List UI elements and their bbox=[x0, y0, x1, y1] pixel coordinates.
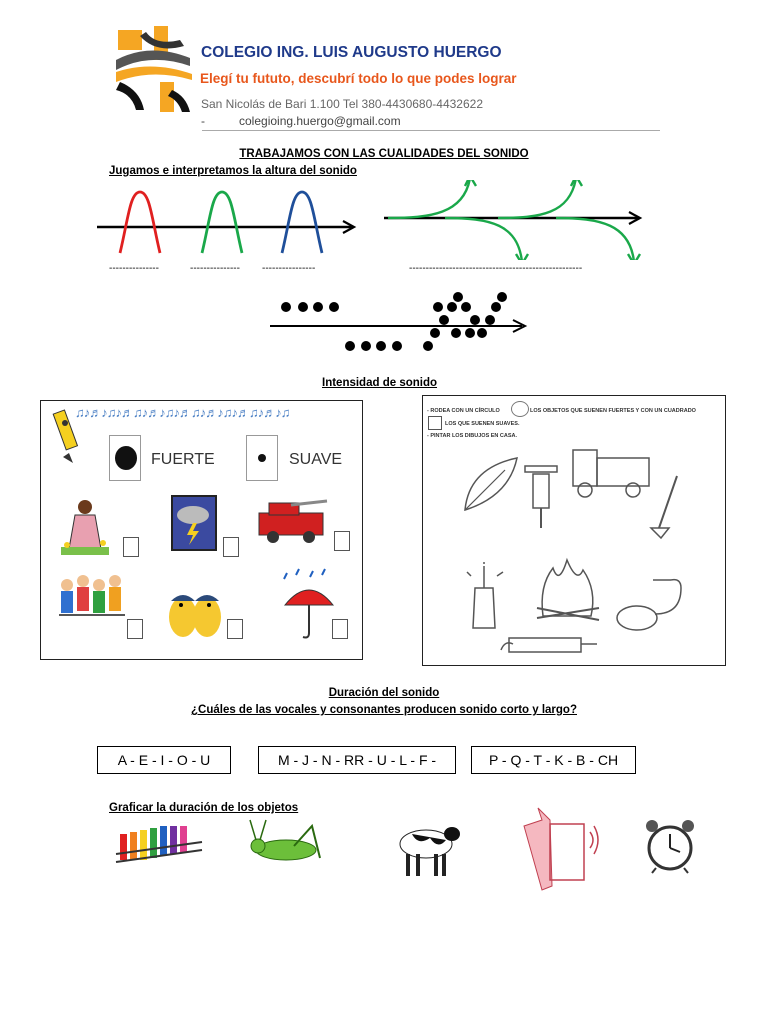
intensity-card-right bbox=[422, 395, 726, 666]
cow-icon bbox=[386, 820, 462, 880]
duration-heading: Duración del sonido bbox=[328, 687, 440, 699]
checkbox-gardening[interactable] bbox=[123, 537, 139, 557]
circle-symbol-icon bbox=[511, 401, 529, 417]
soft-dot-box bbox=[246, 435, 278, 481]
page-title: TRABAJAMOS CON LAS CUALIDADES DEL SONIDO bbox=[239, 148, 529, 160]
music-notes-border: ♫♪♬♪♫♪♬♫♪♬♪♫♪♬♫♪♬♪♫♪♬♫♪♬♪♫ bbox=[75, 405, 290, 420]
school-address: San Nicolás de Bari 1.100 Tel 380-4430680-4432622 bbox=[201, 97, 483, 111]
intensity-heading: Intensidad de sonido bbox=[322, 377, 438, 389]
instruction-line-1a: - RODEA CON UN CÍRCULO bbox=[427, 408, 500, 414]
fire-truck-icon bbox=[255, 497, 331, 547]
consonants-short-box: P - Q - T - K - B - CH bbox=[471, 746, 636, 774]
crowd-party-icon bbox=[55, 571, 133, 631]
umbrella-rain-icon bbox=[279, 565, 337, 645]
xylophone-icon bbox=[112, 820, 206, 866]
instruction-line-1b: LOS OBJETOS QUE SUENEN FUERTES Y CON UN CUADRADO bbox=[530, 408, 696, 414]
checkbox-storm[interactable] bbox=[223, 537, 239, 557]
sparkler-bottle-icon bbox=[463, 562, 507, 632]
consonants-long-box: M - J - N - RR - U - L - F - bbox=[258, 746, 456, 774]
school-name: COLEGIO ING. LUIS AUGUSTO HUERGO bbox=[201, 44, 502, 61]
school-slogan: Elegí tu fututo, descubrí todo lo que podes lograr bbox=[200, 71, 517, 86]
duration-question: ¿Cuáles de las vocales y consonantes producen sonido corto y largo? bbox=[191, 704, 577, 716]
intensity-card-left bbox=[40, 400, 363, 660]
pitch-dots-diagram bbox=[260, 285, 540, 360]
instruction-line-2: LOS QUE SUENEN SUAVES. bbox=[445, 421, 520, 427]
school-logo bbox=[110, 20, 196, 115]
email-text: colegioing.huergo@gmail.com bbox=[239, 114, 401, 128]
checkbox-crowd[interactable] bbox=[127, 619, 143, 639]
pitch-wave-diagram bbox=[90, 180, 650, 260]
birds-icon bbox=[167, 579, 225, 641]
pitch-heading: Jugamos e interpretamos la altura del sonido bbox=[109, 165, 357, 177]
soft-label: SUAVE bbox=[289, 451, 343, 468]
email-dash: - bbox=[201, 114, 205, 128]
leaf-icon bbox=[459, 452, 525, 516]
pitch-blank-3: ---------------- bbox=[262, 263, 316, 274]
grasshopper-icon bbox=[246, 818, 326, 872]
checkbox-umbrella[interactable] bbox=[332, 619, 348, 639]
pitch-blank-1: --------------- bbox=[109, 263, 159, 274]
strong-dot-box bbox=[109, 435, 141, 481]
checkbox-birds[interactable] bbox=[227, 619, 243, 639]
small-dot-icon bbox=[258, 454, 266, 462]
truck-icon bbox=[571, 444, 653, 502]
school-email bbox=[201, 114, 401, 128]
instruction-line-3: - PINTAR LOS DIBUJOS EN CASA. bbox=[427, 433, 518, 439]
alarm-clock-icon bbox=[642, 818, 698, 874]
hoe-icon bbox=[647, 472, 683, 544]
square-symbol-icon bbox=[428, 416, 442, 430]
jackhammer-icon bbox=[521, 460, 561, 532]
header-divider bbox=[202, 130, 660, 131]
graph-duration-heading: Graficar la duración de los objetos bbox=[109, 802, 299, 814]
pitch-blank-2: --------------- bbox=[190, 263, 240, 274]
strong-label: FUERTE bbox=[151, 451, 215, 468]
gardening-woman-icon bbox=[57, 497, 113, 557]
pencil-icon bbox=[51, 407, 81, 465]
bonfire-icon bbox=[533, 556, 603, 626]
checkbox-fire-truck[interactable] bbox=[334, 531, 350, 551]
pitch-blank-4: ---------------------------------------------------- bbox=[409, 263, 583, 274]
large-dot-icon bbox=[115, 446, 137, 470]
vacuum-cleaner-icon bbox=[611, 574, 691, 638]
vowels-box: A - E - I - O - U bbox=[97, 746, 231, 774]
storm-icon bbox=[171, 495, 217, 551]
hair-dryer-icon bbox=[499, 630, 599, 660]
slamming-door-icon bbox=[520, 806, 602, 896]
